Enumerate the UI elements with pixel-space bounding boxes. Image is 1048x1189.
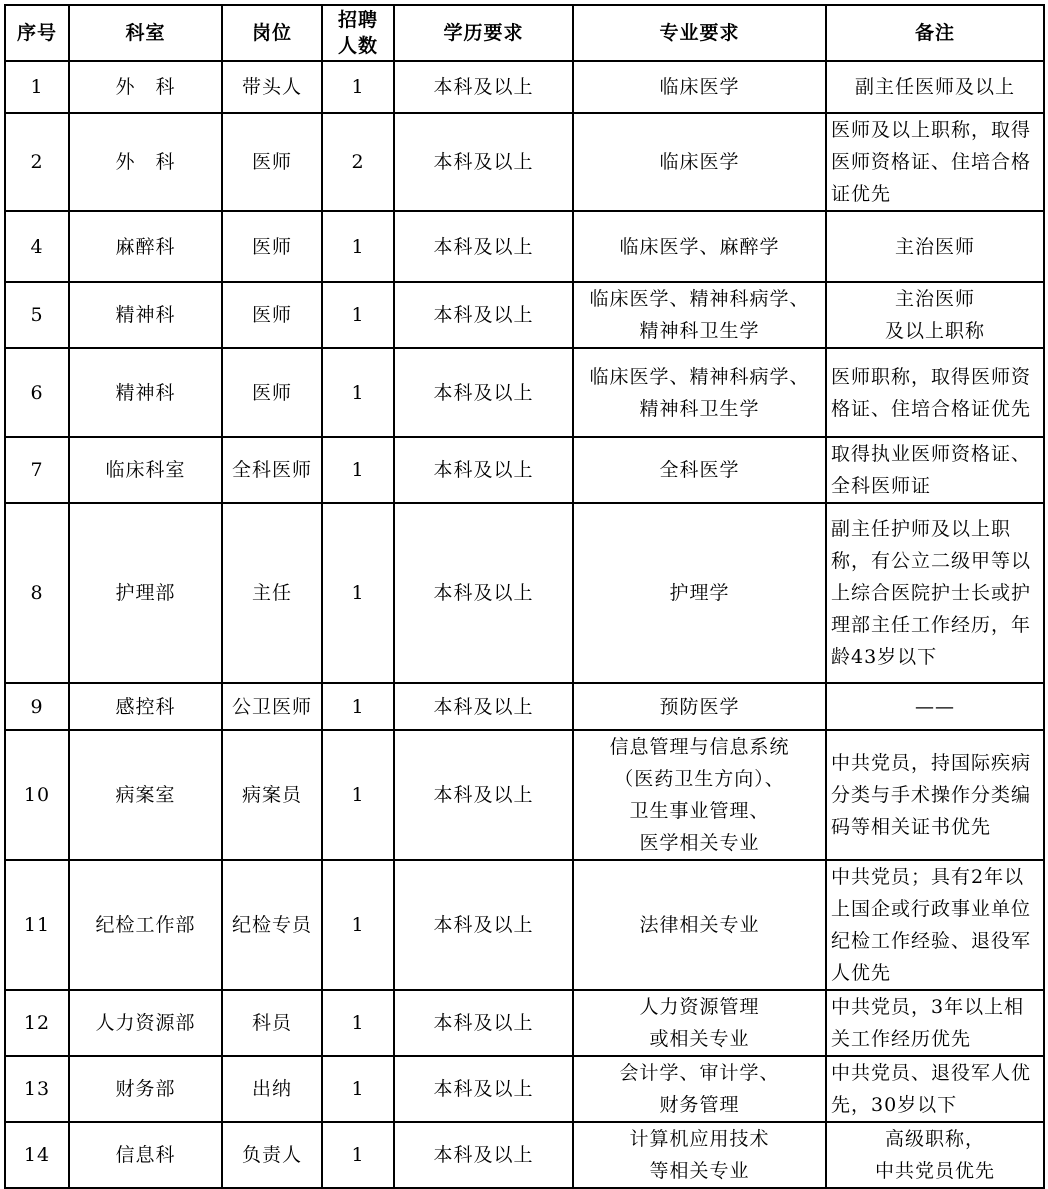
cell-post: 负责人 <box>222 1122 322 1188</box>
cell-dept: 外 科 <box>69 61 222 113</box>
cell-dept: 财务部 <box>69 1056 222 1122</box>
table-row <box>5 1056 1044 1122</box>
cell-note: 主治医师 及以上职称 <box>826 282 1044 348</box>
cell-major: 信息管理与信息系统 （医药卫生方向）、 卫生事业管理、 医学相关专业 <box>573 730 826 860</box>
header-post: 岗位 <box>222 5 322 61</box>
table-row <box>5 860 1044 990</box>
table-row <box>5 113 1044 211</box>
cell-major: 法律相关专业 <box>573 860 826 990</box>
table-row <box>5 990 1044 1056</box>
cell-post: 科员 <box>222 990 322 1056</box>
cell-note: 高级职称， 中共党员优先 <box>826 1122 1044 1188</box>
cell-major: 临床医学 <box>573 61 826 113</box>
cell-count: 1 <box>322 1056 394 1122</box>
cell-post: 医师 <box>222 282 322 348</box>
cell-post: 公卫医师 <box>222 683 322 730</box>
cell-edu: 本科及以上 <box>394 1122 573 1188</box>
cell-no: 13 <box>5 1056 69 1122</box>
cell-count: 1 <box>322 730 394 860</box>
cell-note: 中共党员、退役军人优先，30岁以下 <box>826 1056 1044 1122</box>
table-row <box>5 348 1044 437</box>
recruitment-table <box>4 4 1045 1189</box>
table-body <box>5 61 1044 1188</box>
cell-post: 医师 <box>222 113 322 211</box>
cell-note: 副主任护师及以上职称，有公立二级甲等以上综合医院护士长或护理部主任工作经历，年龄43岁以下 <box>826 503 1044 683</box>
cell-edu: 本科及以上 <box>394 683 573 730</box>
cell-note: 医师职称，取得医师资格证、住培合格证优先 <box>826 348 1044 437</box>
table-row <box>5 437 1044 503</box>
header-row <box>5 5 1044 61</box>
cell-post: 主任 <box>222 503 322 683</box>
cell-edu: 本科及以上 <box>394 860 573 990</box>
header-note: 备注 <box>826 5 1044 61</box>
table-row <box>5 683 1044 730</box>
cell-post: 医师 <box>222 348 322 437</box>
cell-major: 计算机应用技术 等相关专业 <box>573 1122 826 1188</box>
header-major: 专业要求 <box>573 5 826 61</box>
cell-post: 医师 <box>222 211 322 282</box>
header-edu: 学历要求 <box>394 5 573 61</box>
cell-count: 1 <box>322 211 394 282</box>
cell-major: 人力资源管理 或相关专业 <box>573 990 826 1056</box>
cell-no: 12 <box>5 990 69 1056</box>
cell-major: 临床医学、麻醉学 <box>573 211 826 282</box>
cell-edu: 本科及以上 <box>394 113 573 211</box>
cell-dept: 感控科 <box>69 683 222 730</box>
cell-major: 全科医学 <box>573 437 826 503</box>
cell-count: 1 <box>322 683 394 730</box>
table-row <box>5 282 1044 348</box>
cell-dept: 护理部 <box>69 503 222 683</box>
cell-post: 病案员 <box>222 730 322 860</box>
cell-major: 会计学、审计学、 财务管理 <box>573 1056 826 1122</box>
cell-note: 副主任医师及以上 <box>826 61 1044 113</box>
cell-edu: 本科及以上 <box>394 211 573 282</box>
table-row <box>5 730 1044 860</box>
cell-post: 全科医师 <box>222 437 322 503</box>
cell-no: 10 <box>5 730 69 860</box>
table-row <box>5 211 1044 282</box>
table-row <box>5 1122 1044 1188</box>
table-header <box>5 5 1044 61</box>
cell-count: 1 <box>322 990 394 1056</box>
cell-no: 5 <box>5 282 69 348</box>
cell-count: 1 <box>322 437 394 503</box>
cell-note: 取得执业医师资格证、全科医师证 <box>826 437 1044 503</box>
cell-no: 2 <box>5 113 69 211</box>
header-dept: 科室 <box>69 5 222 61</box>
cell-note: 中共党员，3年以上相关工作经历优先 <box>826 990 1044 1056</box>
cell-post: 带头人 <box>222 61 322 113</box>
cell-edu: 本科及以上 <box>394 61 573 113</box>
cell-edu: 本科及以上 <box>394 730 573 860</box>
header-count: 招聘 人数 <box>322 5 394 61</box>
cell-major: 预防医学 <box>573 683 826 730</box>
cell-post: 纪检专员 <box>222 860 322 990</box>
cell-no: 1 <box>5 61 69 113</box>
cell-dept: 临床科室 <box>69 437 222 503</box>
cell-count: 1 <box>322 61 394 113</box>
cell-dept: 外 科 <box>69 113 222 211</box>
cell-count: 1 <box>322 503 394 683</box>
cell-major: 护理学 <box>573 503 826 683</box>
cell-no: 4 <box>5 211 69 282</box>
table-row <box>5 503 1044 683</box>
table-row <box>5 61 1044 113</box>
cell-edu: 本科及以上 <box>394 1056 573 1122</box>
cell-note: 中共党员；具有2年以上国企或行政事业单位纪检工作经验、退役军人优先 <box>826 860 1044 990</box>
cell-dept: 麻醉科 <box>69 211 222 282</box>
cell-dept: 精神科 <box>69 282 222 348</box>
cell-dept: 精神科 <box>69 348 222 437</box>
cell-no: 11 <box>5 860 69 990</box>
cell-no: 9 <box>5 683 69 730</box>
cell-dept: 病案室 <box>69 730 222 860</box>
cell-dept: 人力资源部 <box>69 990 222 1056</box>
cell-dept: 信息科 <box>69 1122 222 1188</box>
cell-note: —— <box>826 683 1044 730</box>
cell-note: 中共党员，持国际疾病分类与手术操作分类编码等相关证书优先 <box>826 730 1044 860</box>
cell-edu: 本科及以上 <box>394 990 573 1056</box>
cell-note: 医师及以上职称，取得医师资格证、住培合格证优先 <box>826 113 1044 211</box>
cell-no: 6 <box>5 348 69 437</box>
cell-no: 14 <box>5 1122 69 1188</box>
cell-count: 1 <box>322 860 394 990</box>
cell-edu: 本科及以上 <box>394 437 573 503</box>
cell-no: 8 <box>5 503 69 683</box>
cell-count: 2 <box>322 113 394 211</box>
cell-major: 临床医学、精神科病学、 精神科卫生学 <box>573 348 826 437</box>
cell-post: 出纳 <box>222 1056 322 1122</box>
cell-dept: 纪检工作部 <box>69 860 222 990</box>
cell-no: 7 <box>5 437 69 503</box>
cell-major: 临床医学 <box>573 113 826 211</box>
cell-edu: 本科及以上 <box>394 348 573 437</box>
cell-count: 1 <box>322 1122 394 1188</box>
cell-edu: 本科及以上 <box>394 282 573 348</box>
cell-count: 1 <box>322 282 394 348</box>
cell-note: 主治医师 <box>826 211 1044 282</box>
cell-major: 临床医学、精神科病学、 精神科卫生学 <box>573 282 826 348</box>
cell-edu: 本科及以上 <box>394 503 573 683</box>
header-no: 序号 <box>5 5 69 61</box>
cell-count: 1 <box>322 348 394 437</box>
